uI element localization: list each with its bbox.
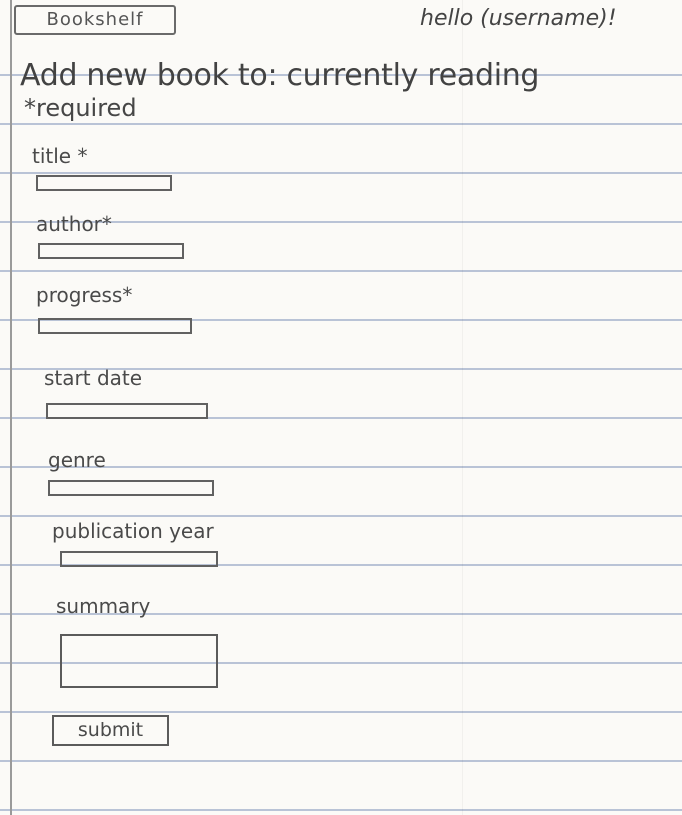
progress-input[interactable] [38, 318, 192, 334]
publication-year-input[interactable] [60, 551, 218, 567]
start-date-label: start date [44, 366, 143, 390]
author-input[interactable] [38, 243, 184, 259]
paper-fold [462, 0, 463, 815]
notebook-margin-line [10, 0, 12, 815]
required-note: *required [24, 94, 137, 122]
genre-label: genre [48, 448, 106, 472]
genre-input[interactable] [48, 480, 214, 496]
submit-button[interactable]: submit [52, 715, 169, 746]
bookshelf-logo[interactable]: Bookshelf [14, 5, 176, 35]
page-title: Add new book to: currently reading [20, 58, 540, 93]
title-label: title * [32, 144, 88, 168]
title-input[interactable] [36, 175, 172, 191]
summary-label: summary [56, 594, 151, 618]
progress-label: progress* [36, 283, 133, 307]
author-label: author* [36, 212, 112, 236]
start-date-input[interactable] [46, 403, 208, 419]
summary-textarea[interactable] [60, 634, 218, 688]
user-greeting: hello (username)! [420, 6, 617, 31]
publication-year-label: publication year [52, 519, 214, 543]
